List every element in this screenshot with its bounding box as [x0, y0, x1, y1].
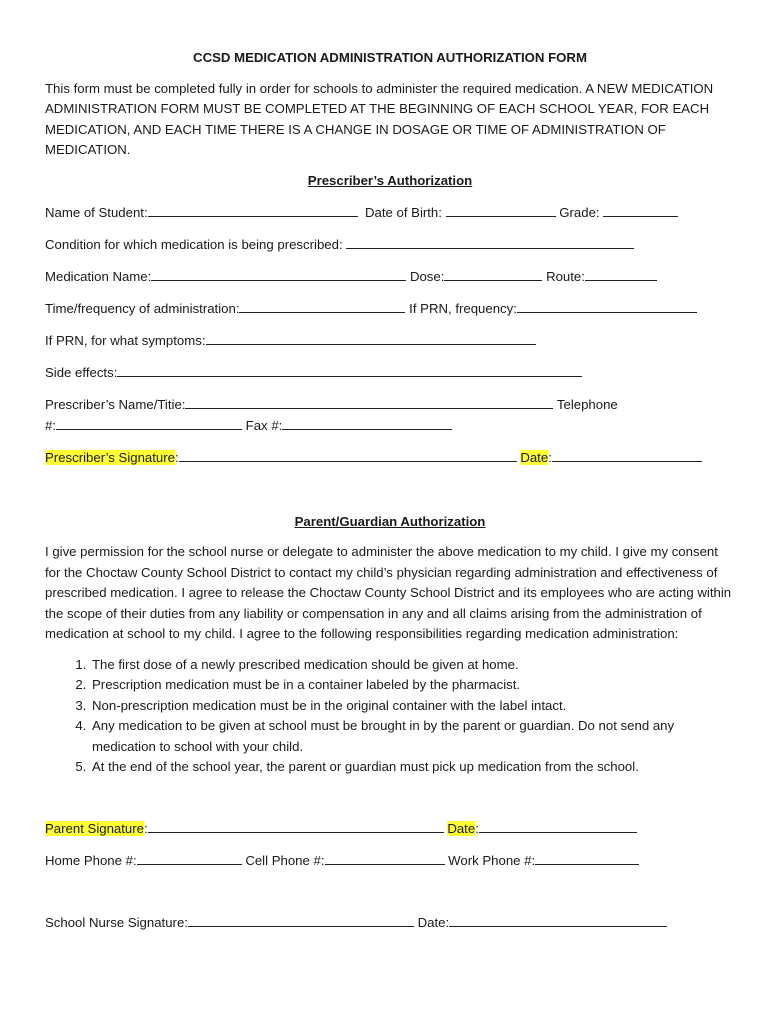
frequency-row [45, 298, 735, 320]
form-page [45, 48, 735, 934]
parent-signature-row [45, 818, 735, 840]
time-frequency-label: Time/frequency of administration: [45, 300, 240, 316]
route-label: Route: [546, 268, 585, 284]
list-item: 3. Non-prescription medication must be in the original container with the label intact. [90, 696, 735, 717]
list-item: 2. Prescription medication must be in a container labeled by the pharmacist. [90, 675, 735, 696]
parent-permission-text: I give permission for the school nurse or delegate to administer the above medication to my child. I give my consent for the Choctaw County School District to contact my child’s physician regarding administration and effectiveness of prescribed medication. I agree to release the Choctaw County School District and its employees who are acting within the scope of their duties from any liability or compensation in any and all claims arising from the administration of medication at school to my child. I agree to the following responsibilities regarding medication administration: [45, 544, 732, 641]
route-field[interactable] [585, 266, 657, 281]
home-phone-label: Home Phone #: [45, 852, 137, 868]
prescriber-signature-label: Prescriber’s Signature [45, 450, 175, 465]
parent-date-colon: : [475, 820, 479, 836]
medication-row [45, 266, 735, 288]
fax-label: Fax #: [245, 418, 283, 433]
list-item: 4. Any medication to be given at school must be brought in by the parent or guardian. Do not send any medication to school with your child. [90, 716, 735, 757]
name-of-student-field[interactable] [148, 202, 358, 217]
telephone-field[interactable] [56, 415, 242, 430]
work-phone-field[interactable] [535, 850, 639, 865]
telephone-fax-row [45, 415, 735, 437]
telephone-hash-label: #: [45, 418, 56, 433]
prescriber-name-field[interactable] [185, 394, 553, 409]
prescriber-signature-field[interactable] [179, 447, 517, 462]
grade-label: Grade: [559, 204, 600, 220]
prn-symptoms-field[interactable] [206, 330, 536, 345]
student-info-row [45, 202, 735, 224]
prn-symptoms-label: If PRN, for what symptoms: [45, 332, 206, 348]
list-item: 5. At the end of the school year, the parent or guardian must pick up medication from the school. [90, 757, 735, 778]
prescriber-signature-colon: : [174, 450, 179, 465]
nurse-date-field[interactable] [449, 912, 667, 927]
nurse-signature-field[interactable] [188, 912, 414, 927]
prn-frequency-label: If PRN, frequency: [409, 300, 517, 316]
prescriber-name-row [45, 394, 735, 416]
parent-signature-field[interactable] [148, 818, 444, 833]
phone-row [45, 850, 735, 872]
form-instructions: This form must be completed fully in order for schools to administer the required medication. A NEW MEDICATION ADMINISTRATION FORM MUST BE COMPLETED AT THE BEGINNING OF EACH SCHOOL YEAR, FOR EACH MEDICATION, AND EACH TIME THERE IS A CHANGE IN DOSAGE OR TIME OF ADMINISTRATION OF MEDICATION. [45, 80, 714, 157]
prescriber-date-field[interactable] [552, 447, 702, 462]
parent-signature-colon: : [143, 820, 148, 836]
home-phone-field[interactable] [137, 850, 242, 865]
telephone-label: Telephone [556, 396, 618, 412]
dose-field[interactable] [444, 266, 542, 281]
nurse-signature-row [45, 912, 735, 934]
side-effects-row [45, 362, 735, 384]
prn-symptoms-row [45, 330, 735, 352]
fax-field[interactable] [282, 415, 452, 430]
prescriber-section-heading: Prescriber’s Authorization [307, 172, 473, 188]
date-of-birth-label: Date of Birth: [364, 204, 442, 220]
work-phone-label: Work Phone #: [448, 852, 536, 868]
nurse-date-label: Date: [417, 915, 450, 930]
cell-phone-field[interactable] [325, 850, 445, 865]
prescriber-signature-row [45, 447, 735, 469]
grade-field[interactable] [603, 202, 678, 217]
prescriber-date-colon: : [548, 450, 552, 465]
parent-date-label: Date [447, 820, 476, 836]
prescriber-name-label: Prescriber’s Name/Titie: [45, 396, 186, 412]
prescriber-date-label: Date [520, 450, 549, 465]
nurse-signature-label: School Nurse Signature: [45, 915, 188, 930]
medication-name-field[interactable] [151, 266, 406, 281]
condition-row [45, 234, 735, 256]
condition-field[interactable] [346, 234, 634, 249]
medication-name-label: Medication Name: [45, 268, 152, 284]
prn-frequency-field[interactable] [517, 298, 697, 313]
side-effects-field[interactable] [117, 362, 582, 377]
time-frequency-field[interactable] [239, 298, 405, 313]
list-item: 1. The first dose of a newly prescribed medication should be given at home. [90, 655, 735, 676]
name-of-student-label: Name of Student: [45, 204, 148, 220]
form-title: CCSD MEDICATION ADMINISTRATION AUTHORIZATION FORM [193, 50, 587, 65]
condition-label: Condition for which medication is being prescribed: [45, 236, 343, 252]
cell-phone-label: Cell Phone #: [245, 852, 325, 868]
parent-signature-label: Parent Signature [45, 820, 144, 836]
dose-label: Dose: [409, 268, 445, 284]
date-of-birth-field[interactable] [446, 202, 556, 217]
side-effects-label: Side effects: [45, 364, 118, 380]
responsibilities-list [45, 655, 735, 778]
parent-section-heading: Parent/Guardian Authorization [294, 513, 486, 529]
parent-date-field[interactable] [479, 818, 637, 833]
